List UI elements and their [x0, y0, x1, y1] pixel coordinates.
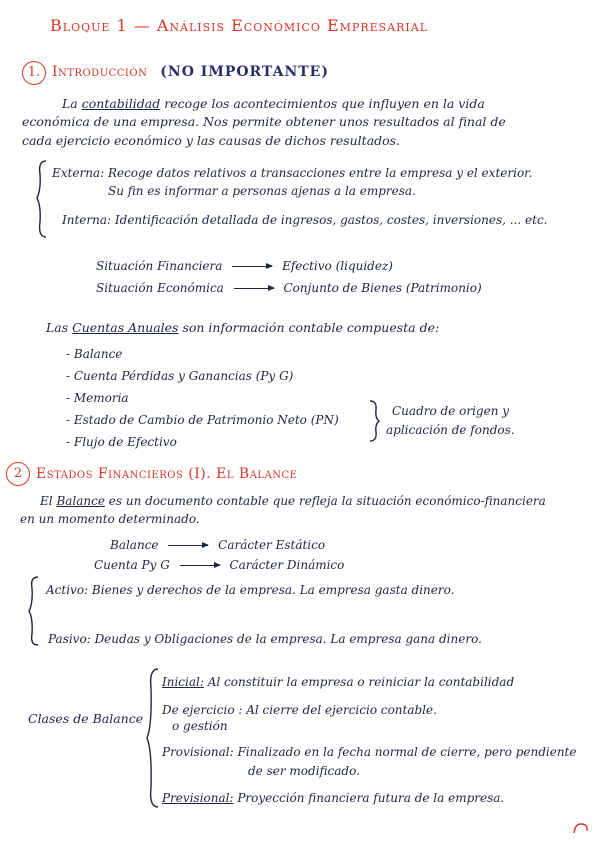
- clase-previsional-label: Previsional:: [162, 791, 234, 805]
- clase-inicial-label: Inicial:: [162, 675, 204, 689]
- section-1-heading: [52, 64, 329, 80]
- balance-static-right: Carácter Estático: [218, 538, 326, 552]
- pasivo-line: [48, 632, 482, 646]
- section-2-heading: Estados Financieros (I). El Balance: [36, 466, 298, 482]
- intro-lead: La: [62, 96, 78, 111]
- activo-text: Bienes y derechos de la empresa. La empresa gasta dinero.: [91, 583, 455, 597]
- section-2-number: 2: [6, 462, 30, 486]
- arrow-right-icon: [232, 266, 272, 267]
- pyg-right: Carácter Dinámico: [229, 558, 345, 572]
- activo-line: [46, 583, 454, 597]
- clase-previsional: [162, 791, 504, 805]
- clase-ejercicio-text: : Al cierre del ejercicio contable.: [238, 703, 437, 717]
- corner-logo-icon: [572, 822, 590, 836]
- clases-label: Clases de Balance: [28, 711, 144, 726]
- cuentas-tail: son información contable compuesta de:: [182, 320, 440, 335]
- situacion-economica-row: [96, 281, 482, 295]
- balance-static-left: Balance: [110, 538, 159, 552]
- cuentas-anuales-line: [46, 320, 439, 335]
- interna-label: Interna:: [62, 213, 112, 227]
- arrow-right-icon: [168, 545, 208, 546]
- clase-provisional: [162, 745, 576, 759]
- clase-inicial: [162, 675, 514, 689]
- balance-line-1: [40, 494, 546, 508]
- cuadro-note-1: Cuadro de origen y: [392, 404, 510, 418]
- externa-line-2: Su fin es informar a personas ajenas a la empresa.: [108, 184, 416, 198]
- balance-tail: es un documento contable que refleja la situación económico-financiera: [108, 494, 546, 508]
- clase-inicial-text: Al constituir la empresa o reiniciar la contabilidad: [207, 675, 515, 689]
- cuadro-note-2: aplicación de fondos.: [386, 423, 515, 437]
- section-1-note: (NO IMPORTANTE): [160, 64, 329, 80]
- arrow-right-icon: [234, 288, 274, 289]
- clase-ejercicio-label: De ejercicio: [162, 703, 235, 717]
- interna-line: [62, 213, 547, 227]
- externa-line-1: [52, 166, 532, 180]
- clase-provisional-text-2: de ser modificado.: [248, 764, 360, 778]
- section-1-number: 1.: [22, 61, 46, 85]
- section-1-title: Introducción: [52, 64, 148, 80]
- clase-provisional-label: Provisional:: [162, 745, 234, 759]
- balance-line-2: en un momento determinado.: [20, 512, 200, 526]
- activo-label: Activo:: [46, 583, 89, 597]
- interna-text: Identificación detallada de ingresos, gastos, costes, inversiones, ... etc.: [114, 213, 548, 227]
- clase-previsional-text: Proyección financiera futura de la empresa.: [237, 791, 505, 805]
- clase-ejercicio-label-2: o gestión: [172, 719, 228, 733]
- cuentas-lead: Las: [46, 320, 69, 335]
- situacion-financiera-right: Efectivo (liquidez): [282, 259, 393, 273]
- list-item: - Balance: [66, 347, 123, 361]
- externa-label: Externa:: [52, 166, 105, 180]
- situacion-economica-right: Conjunto de Bienes (Patrimonio): [283, 281, 482, 295]
- balance-underlined: Balance: [56, 494, 105, 508]
- activo-pasivo-brace: [28, 576, 40, 646]
- intro-line-1: [62, 96, 485, 111]
- clase-ejercicio: [162, 703, 437, 717]
- intro-line-3: cada ejercicio económico y las causas de dichos resultados.: [22, 133, 401, 148]
- arrow-right-icon: [180, 565, 220, 566]
- intro-line-2: económica de una empresa. Nos permite obtener unos resultados al final de: [22, 114, 506, 129]
- intro-underlined: contabilidad: [81, 96, 161, 111]
- list-item: - Cuenta Pérdidas y Ganancias (Py G): [66, 369, 294, 383]
- balance-lead: El: [40, 494, 53, 508]
- cuentas-underlined: Cuentas Anuales: [72, 320, 179, 335]
- clase-provisional-text: Finalizado en la fecha normal de cierre, pero pendiente: [237, 745, 577, 759]
- balance-static-row: [110, 538, 325, 552]
- externa-interna-brace: [36, 160, 48, 238]
- situacion-financiera-left: Situación Financiera: [96, 259, 223, 273]
- externa-text-1: Recoge datos relativos a transacciones entre la empresa y el exterior.: [107, 166, 533, 180]
- page-title: Bloque 1 — Análisis Económico Empresarial: [50, 16, 429, 35]
- clases-brace: [146, 668, 160, 808]
- situacion-financiera-row: [96, 259, 393, 273]
- pyg-left: Cuenta Py G: [94, 558, 170, 572]
- intro-tail: recoge los acontecimientos que influyen en la vida: [164, 96, 485, 111]
- situacion-economica-left: Situación Económica: [96, 281, 224, 295]
- list-item: - Flujo de Efectivo: [66, 435, 177, 449]
- list-item: - Estado de Cambio de Patrimonio Neto (PN): [66, 413, 339, 427]
- cuadro-brace: [368, 400, 380, 442]
- pyg-dynamic-row: [94, 558, 344, 572]
- pasivo-label: Pasivo:: [48, 632, 91, 646]
- list-item: - Memoria: [66, 391, 129, 405]
- pasivo-text: Deudas y Obligaciones de la empresa. La empresa gana dinero.: [94, 632, 482, 646]
